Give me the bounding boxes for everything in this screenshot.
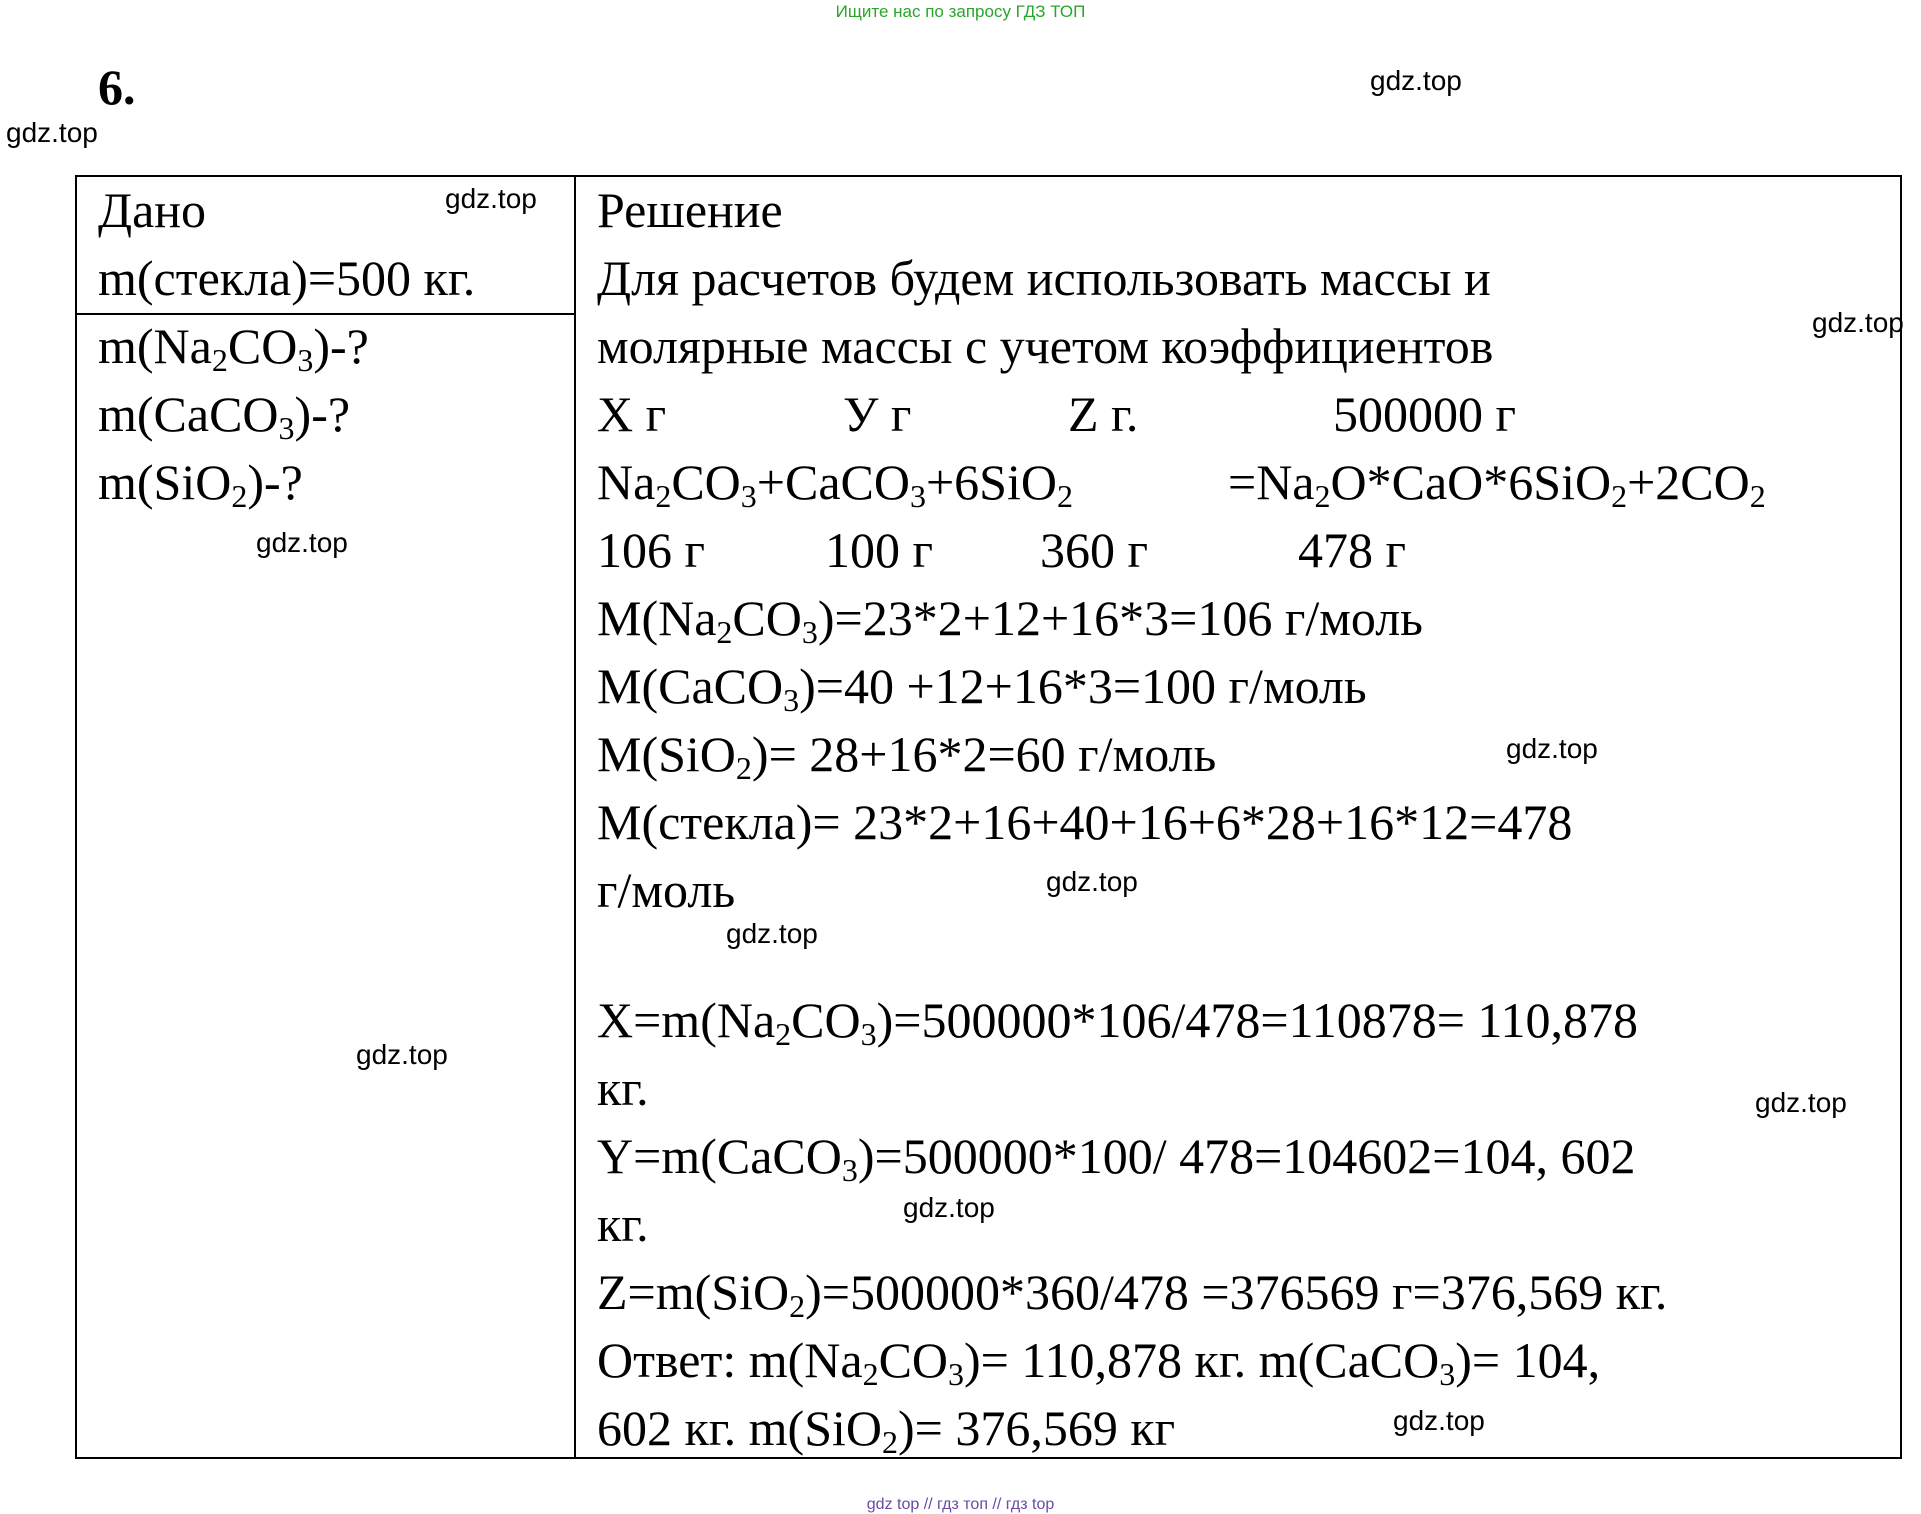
calc-x-unit: кг.	[597, 1060, 649, 1116]
reaction-equation-left: $Na_2CO_3+CaCO_3+6SiO_2$	[597, 454, 1073, 514]
watermark: gdz.top	[726, 918, 818, 949]
given-title: Дано	[98, 182, 207, 238]
calc-y-unit: кг.	[597, 1196, 649, 1252]
watermark: gdz.top	[903, 1192, 995, 1223]
given-mass-glass: m(стекла)=500 кг.	[98, 250, 476, 306]
watermark: gdz.top	[1370, 65, 1462, 96]
molar-caco3: M(CaCO$_3$)=40 +12+16*3=100 г/моль	[597, 658, 1367, 718]
footer: gdz top // гдз топ // гдз top	[866, 1496, 1055, 1513]
solution-title: Решение	[597, 182, 783, 238]
task-number: 6.	[98, 59, 136, 115]
given-divider	[77, 313, 574, 315]
molar-glass-1: M(стекла)= 23*2+16+40+16+6*28+16*12=478	[597, 794, 1573, 850]
mass-glass: 478 г	[1298, 522, 1407, 578]
find-sio2: m(SiO$_2$)-?	[98, 454, 303, 514]
unknown-y: У г	[843, 386, 912, 442]
column-divider	[574, 177, 576, 1457]
known-glass-mass: 500000 г	[1333, 386, 1517, 442]
molar-glass-2: г/моль	[597, 862, 736, 918]
solution-intro-1: Для расчетов будем использовать массы и	[597, 250, 1491, 306]
watermark: gdz.top	[1506, 733, 1598, 764]
answer-line-1: Ответ: $m(Na_2CO_3)= 110,878$ кг. m(CaCO$_3$)= 104,	[597, 1332, 1601, 1392]
reaction-equation-right: $=Na_2O*CaO*6SiO_2+2CO_2$	[1228, 454, 1766, 514]
find-na2co3: $m(Na_2CO_3)-$?	[98, 318, 369, 378]
watermark: gdz.top	[1755, 1087, 1847, 1118]
molar-sio2: M(SiO$_2$)= 28+16*2=60 г/моль	[597, 726, 1217, 786]
answer-line-2: 602 кг. m(SiO$_2$)= 376,569 кг	[597, 1400, 1176, 1460]
find-caco3: m(CaCO$_3$)-?	[98, 386, 351, 446]
molar-na2co3: $M(Na_2CO_3)=23*2+12+16*3=106$ г/моль	[597, 590, 1423, 650]
solution-intro-2: молярные массы с учетом коэффициентов	[597, 318, 1494, 374]
mass-sio2: 360 г	[1040, 522, 1149, 578]
watermark: gdz.top	[256, 527, 348, 558]
unknown-z: Z г.	[1068, 386, 1139, 442]
watermark: gdz.top	[1812, 307, 1904, 338]
calc-x: $X=m(Na_2CO_3)=500000*106/478=110878= 110,878$	[597, 992, 1639, 1052]
watermark: gdz.top	[1393, 1405, 1485, 1436]
top-banner: Ищите нас по запросу ГДЗ ТОП	[835, 2, 1086, 21]
calc-y: Y=m(CaCO$_3$)=500000*100/ 478=104602=104, 602	[597, 1128, 1636, 1188]
watermark: gdz.top	[6, 117, 98, 148]
mass-caco3: 100 г	[825, 522, 934, 578]
watermark: gdz.top	[445, 183, 537, 214]
calc-z: Z=m(SiO$_2$)=500000*360/478 =376569 г=376,569 кг.	[597, 1264, 1668, 1324]
mass-na2co3: 106 г	[597, 522, 706, 578]
watermark: gdz.top	[356, 1039, 448, 1070]
unknown-x: X г	[597, 386, 667, 442]
watermark: gdz.top	[1046, 866, 1138, 897]
